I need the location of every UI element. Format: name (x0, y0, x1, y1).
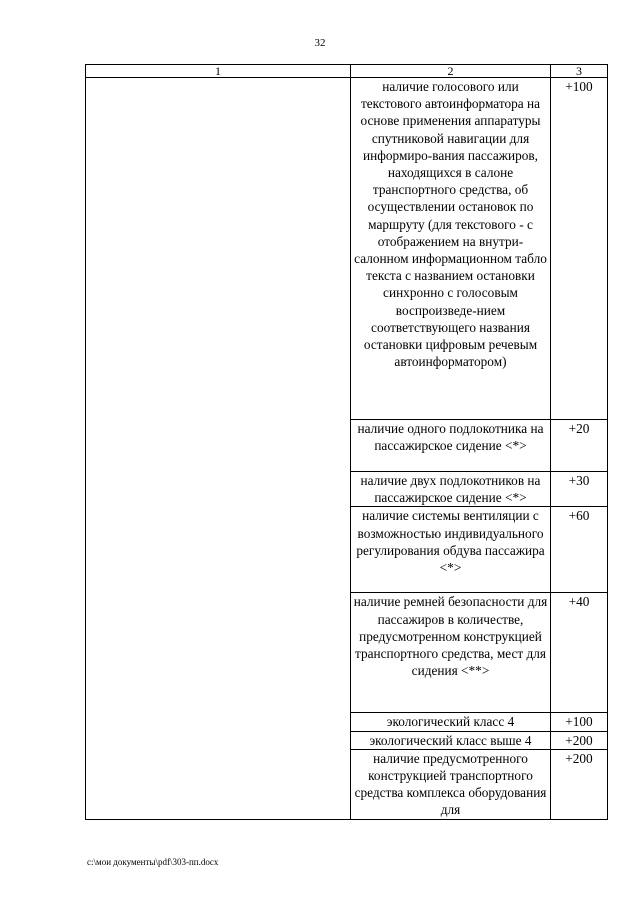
criteria-table (85, 64, 608, 820)
column-header-1: 1 (86, 65, 351, 78)
empty-cell-column-1 (86, 78, 351, 820)
row-points: +30 (551, 472, 608, 507)
row-description: наличие одного подлокотника на пассажирское сидение <*> (351, 420, 551, 472)
row-description: экологический класс выше 4 (351, 731, 551, 749)
row-description: экологический класс 4 (351, 713, 551, 731)
column-header-2: 2 (351, 65, 551, 78)
row-description: наличие голосового или текстового автоинформатора на основе применения аппаратуры спутниковой навигации для информиро-вания пассажиров, находящихся в салоне транспортного средства, об осуществлении остановок по маршруту (для текстового - с отображением на внутри-салонном информационном табло текста с названием остановки синхронно с голосовым воспроизведе-нием соответствующего названия остановки цифровым речевым автоинформатором) (351, 78, 551, 420)
page-number: 32 (314, 37, 326, 49)
row-points: +200 (551, 731, 608, 749)
footer-file-path: c:\мои документы\pdf\303-пп.docx (87, 857, 219, 867)
row-points: +40 (551, 593, 608, 713)
row-description: наличие ремней безопасности для пассажиров в количестве, предусмотренном конструкцией транспортного средства, мест для сидения <**> (351, 593, 551, 713)
row-points: +100 (551, 713, 608, 731)
row-description: наличие предусмотренного конструкцией транспортного средства комплекса оборудования для (351, 749, 551, 819)
table-row (86, 78, 608, 420)
row-points: +60 (551, 507, 608, 593)
column-header-3: 3 (551, 65, 608, 78)
table-header-row (86, 65, 608, 78)
row-points: +100 (551, 78, 608, 420)
row-description: наличие системы вентиляции с возможностью индивидуального регулирования обдува пассажира <*> (351, 507, 551, 593)
row-description: наличие двух подлокотников на пассажирское сидение <*> (351, 472, 551, 507)
row-points: +20 (551, 420, 608, 472)
row-points: +200 (551, 749, 608, 819)
